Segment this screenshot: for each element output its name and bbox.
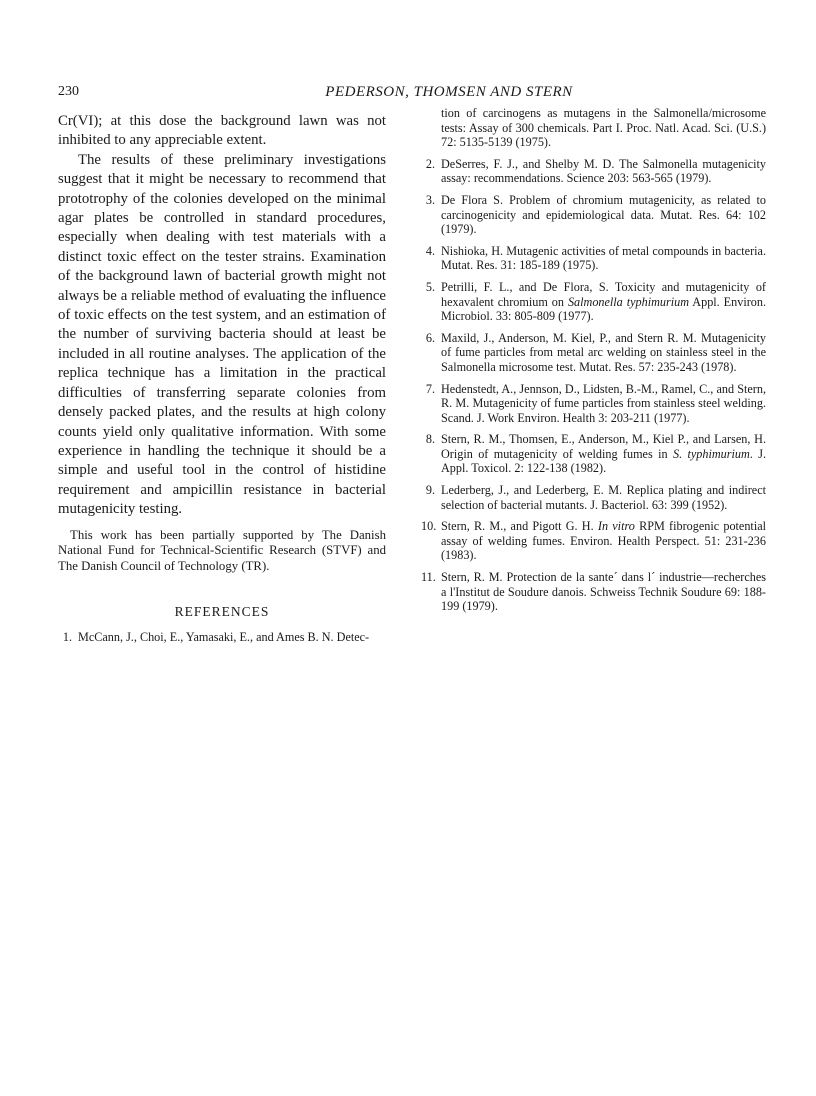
reference-text-pre: Petrilli, F. L., and De Flora, S. Toxicity and mutagenicity of hexavalent chromium on [441,279,766,309]
reference-text-post: RPM fibrogenic potential assay of welding fumes. Environ. Health Perspect. 51: 231-236 (1983). [441,519,766,563]
reference-item [421,280,766,324]
reference-number: 1. [62,630,72,645]
reference-text: De Flora S. Problem of chromium mutagenicity, as related to carcinogenicity and epidemiological data. Mutat. Res. 64: 102 (1979). [441,192,766,237]
references-heading: REFERENCES [174,604,270,620]
reference-text-pre: Stern, R. M., Thomsen, E., Anderson, M., Kiel P., and Larsen, H. Origin of mutagenicity of welding fumes in [441,432,766,461]
reference-italic: S. typhimurium [672,446,750,461]
reference-number: 6. [425,330,435,345]
reference-item [421,519,766,563]
reference-number: 2. [425,156,435,171]
reference-item [421,157,766,186]
reference-text: Hedenstedt, A., Jennson, D., Lidsten, B.-M., Ramel, C., and Stern, R. M. Mutagenicity of fume particles from stainless steel welding. Scand. J. Work Environ. Health 3: 203-211 (1977). [441,381,766,425]
reference-number: 11. [421,570,436,585]
acknowledgement: This work has been partially supported by The Danish National Fund for Technical-Scientific Research (STVF) and The Danish Council of Technology (TR). [58,527,386,573]
reference-number: 10. [421,519,437,534]
reference-item [421,331,766,375]
reference-italic: In vitro [597,519,635,534]
reference-number: 3. [425,192,435,207]
body-paragraph: Cr(VI); at this dose the background lawn was not inhibited to any appreciable extent. [58,113,386,149]
reference-number: 7. [425,381,435,396]
reference-italic: Salmonella typhimurium [567,294,690,309]
reference-text: Stern, R. M. Protection de la sante´ dans l´ industrie—recherches a l'Institut de Soudure danois. Schweiss Technik Soudure 69: 188-199 (1979). [441,570,766,614]
reference-item [421,193,766,237]
reference-number: 4. [425,243,435,258]
page-number: 230 [58,84,79,99]
reference-text-pre: Stern, R. M., and Pigott G. H. [441,519,598,534]
reference-number: 9. [425,483,435,498]
reference-text: McCann, J., Choi, E., Yamasaki, E., and Ames B. N. Detec- [78,630,370,645]
running-head: PEDERSON, THOMSEN AND STERN [325,84,573,100]
reference-item [421,483,766,512]
right-column [421,106,766,621]
reference-item [58,630,386,645]
body-paragraph: The results of these preliminary investigations suggest that it might be necessary to recommend that prototrophy of the colonies developed on the minimal agar plates be controlled in standard procedures, especially when dealing with test materials with a distinct toxic effect on the tester strains. Examination of the background lawn of bacterial growth might not always be a reliable method of evaluating the influence of toxic effects on the test system, and an estimation of the number of surviving bacteria should at least be included in all routine analyses. The application of the replica technique has a limitation in the practical difficulties of transferring separate colonies from densely packed plates, and the results at high colony counts yield only qualitative information. With some experience in handling the technique it should be a simple and useful tool in the control of histidine requirement and ampicillin resistance in bacterial mutagenicity testing. [58,151,386,518]
reference-text: Maxild, J., Anderson, M. Kiel, P., and Stern R. M. Mutagenicity of fume particles from metal arc welding on stainless steel in the Salmonella microsome test. Mutat. Res. 57: 235-243 (1978). [441,330,766,374]
reference-item [421,382,766,426]
reference-text: Lederberg, J., and Lederberg, E. M. Replica plating and indirect selection of bacterial mutants. J. Bacteriol. 63: 399 (1952). [441,483,766,512]
reference-continuation: tion of carcinogens as mutagens in the Salmonella/microsome tests: Assay of 300 chemicals. Part I. Proc. Natl. Acad. Sci. (U.S.) 72: 5135-5139 (1975). [441,106,766,150]
reference-text: Nishioka, H. Mutagenic activities of metal compounds in bacteria. Mutat. Res. 31: 185-189 (1975). [441,243,766,273]
reference-text: DeSerres, F. J., and Shelby M. D. The Salmonella mutagenicity assay: recommendations. Science 203: 563-565 (1979). [441,156,766,186]
reference-text-post: Appl. Environ. Microbiol. 33: 805-809 (1977). [441,294,766,324]
left-column [58,112,386,652]
reference-text-post: . J. Appl. Toxicol. 2: 122-138 (1982). [441,446,766,476]
reference-item [421,244,766,273]
reference-item [421,432,766,476]
reference-item [421,570,766,614]
page-header [0,84,816,106]
reference-number: 8. [425,432,435,447]
reference-number: 5. [425,279,435,294]
